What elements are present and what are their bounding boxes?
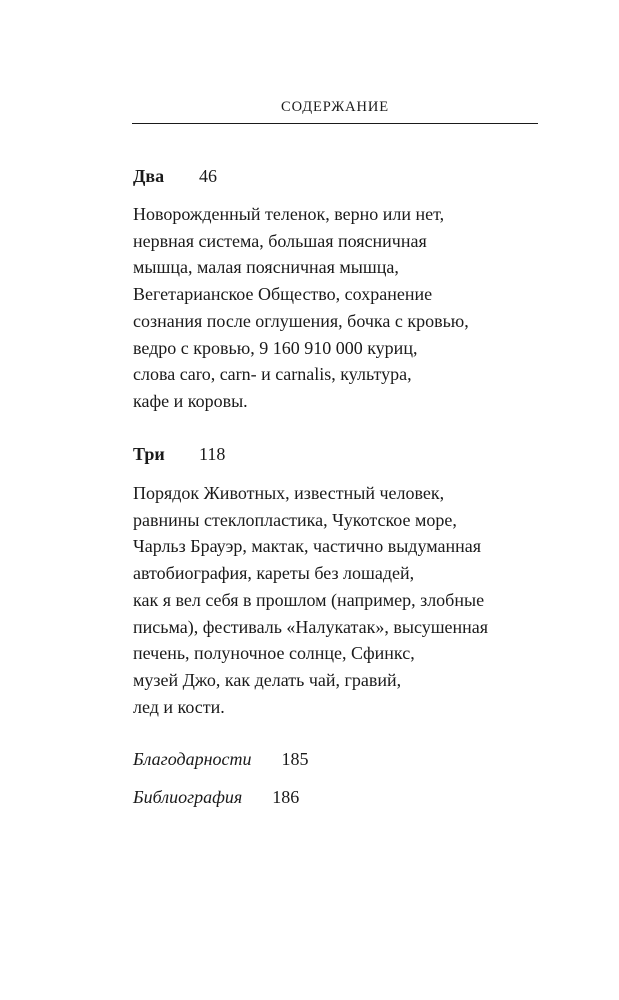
chapter-page-number: 118 (199, 444, 226, 464)
description-line: Порядок Животных, известный человек, (133, 483, 445, 503)
backmatter-page-number: 186 (272, 787, 300, 807)
chapter-page-number: 46 (199, 166, 217, 186)
description-line: мышца, малая поясничная мышца, (133, 257, 399, 278)
chapter-title: Два (133, 166, 165, 186)
chapter-description-dva (133, 201, 563, 415)
chapter-heading-dva (133, 166, 217, 187)
chapter-description-tri (133, 480, 563, 720)
backmatter-bibliography (133, 787, 299, 808)
description-line: нервная система, большая поясничная (133, 230, 427, 251)
description-line: кафе и коровы. (133, 390, 248, 411)
description-line: письма), фестиваль «Налукатак», высушенная (133, 616, 489, 637)
chapter-heading-tri (133, 444, 225, 465)
chapter-title: Три (133, 444, 165, 464)
backmatter-title: Библиография (133, 787, 243, 807)
description-line: Чарльз Брауэр, мактак, частично выдуманная (133, 536, 481, 557)
description-line: как я вел себя в прошлом (например, злобные (133, 589, 485, 610)
description-line: музей Джо, как делать чай, гравий, (133, 669, 402, 690)
description-line: ведро с кровью, 9 160 910 000 куриц, (133, 337, 418, 358)
description-line: сознания после оглушения, бочка с кровью, (133, 310, 469, 331)
header-rule (132, 123, 538, 124)
description-line: автобиография, кареты без лошадей, (133, 563, 415, 584)
running-head: СОДЕРЖАНИЕ (281, 99, 389, 115)
backmatter-page-number: 185 (281, 749, 309, 769)
description-line: Вегетарианское Общество, сохранение (133, 284, 433, 305)
description-line: лед и кости. (133, 696, 225, 717)
backmatter-title: Благодарности (133, 749, 252, 769)
description-line: печень, полуночное солнце, Сфинкс, (133, 643, 415, 664)
description-line: слова caro, carn- и carnalis, культура, (133, 364, 412, 385)
description-line: Новорожденный теленок, верно или нет, (133, 204, 445, 224)
backmatter-acknowledgements (133, 749, 309, 770)
description-line: равнины стеклопластика, Чукотское море, (133, 509, 457, 530)
